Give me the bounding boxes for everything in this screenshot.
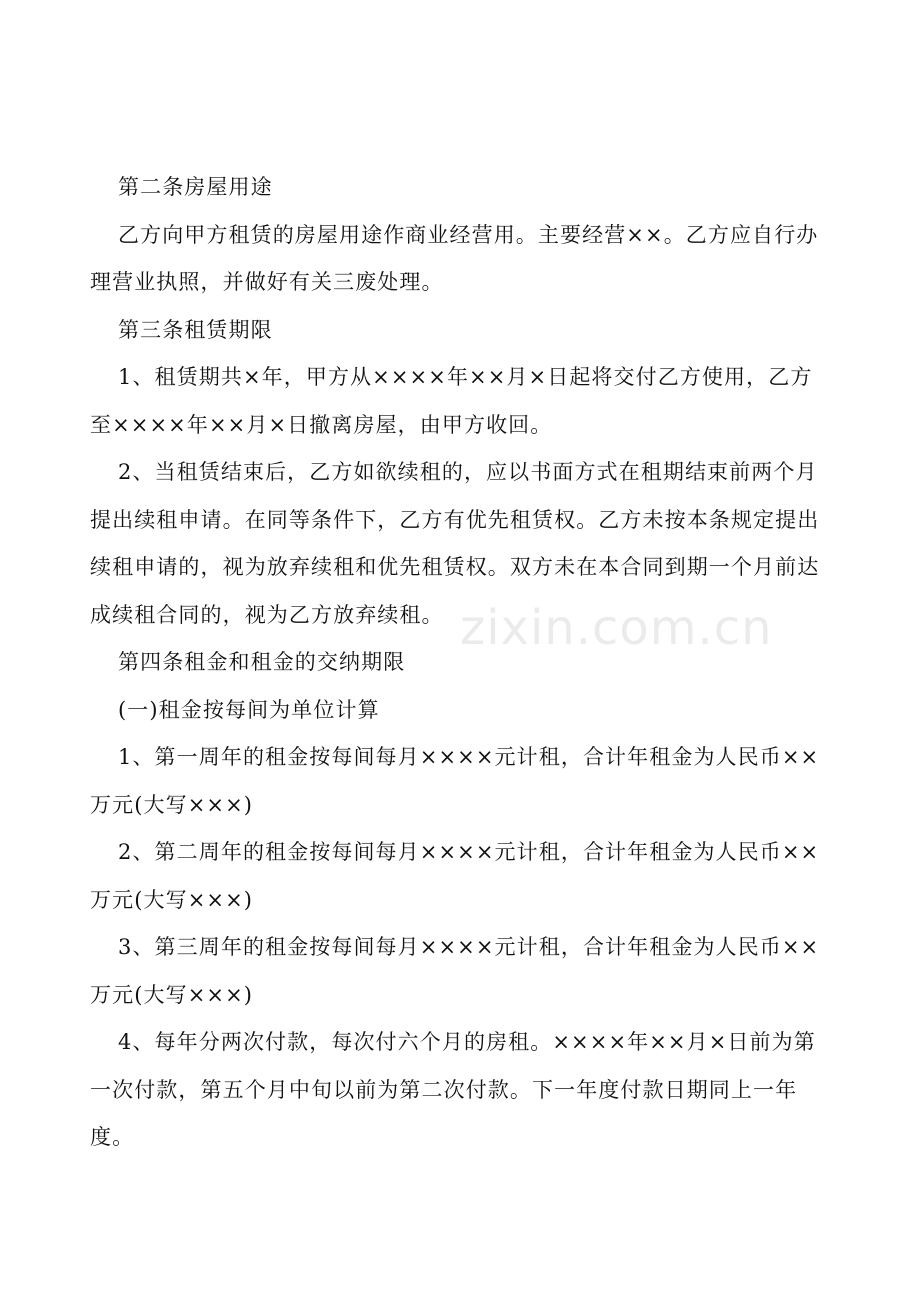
article-3-clause-2: 2、当租赁结束后，乙方如欲续租的，应以书面方式在租期结束前两个月提出续租申请。在同等条件下，乙方有优先租赁权。乙方未按本条规定提出续租申请的，视为放弃续租和优先租赁权。双方未在本合同到期一个月前达成续租合同的，视为乙方放弃续租。 (90, 460, 820, 627)
watermark: zixin.com.cn (460, 600, 773, 656)
article-4-clause-2: 2、第二周年的租金按每间每月××××元计租，合计年租金为人民币××万元(大写×××) (90, 840, 820, 912)
article-3-clause-1: 1、租赁期共×年，甲方从××××年××月×日起将交付乙方使用，乙方至××××年××月×日撤离房屋，由甲方收回。 (90, 365, 813, 437)
article-4-clause-4: 4、每年分两次付款，每次付六个月的房租。××××年××月×日前为第一次付款，第五个月中旬以前为第二次付款。下一年度付款日期同上一年度。 (90, 1030, 816, 1149)
article-3-heading: 第三条租赁期限 (118, 317, 273, 342)
article-4-heading: 第四条租金和租金的交纳期限 (118, 650, 406, 674)
article-4-clause-3: 3、第三周年的租金按每间每月××××元计租，合计年租金为人民币××万元(大写×××) (90, 935, 820, 1007)
document-body (0, 164, 920, 1162)
article-2-paragraph: 乙方向甲方租赁的房屋用途作商业经营用。主要经营××。乙方应自行办理营业执照，并做好有关三废处理。 (90, 222, 819, 294)
article-4-clause-1: 1、第一周年的租金按每间每月××××元计租，合计年租金为人民币××万元(大写×××) (90, 745, 820, 817)
article-4-subheading: (一)租金按每间为单位计算 (118, 697, 380, 722)
article-2-heading: 第二条房屋用途 (118, 175, 273, 199)
